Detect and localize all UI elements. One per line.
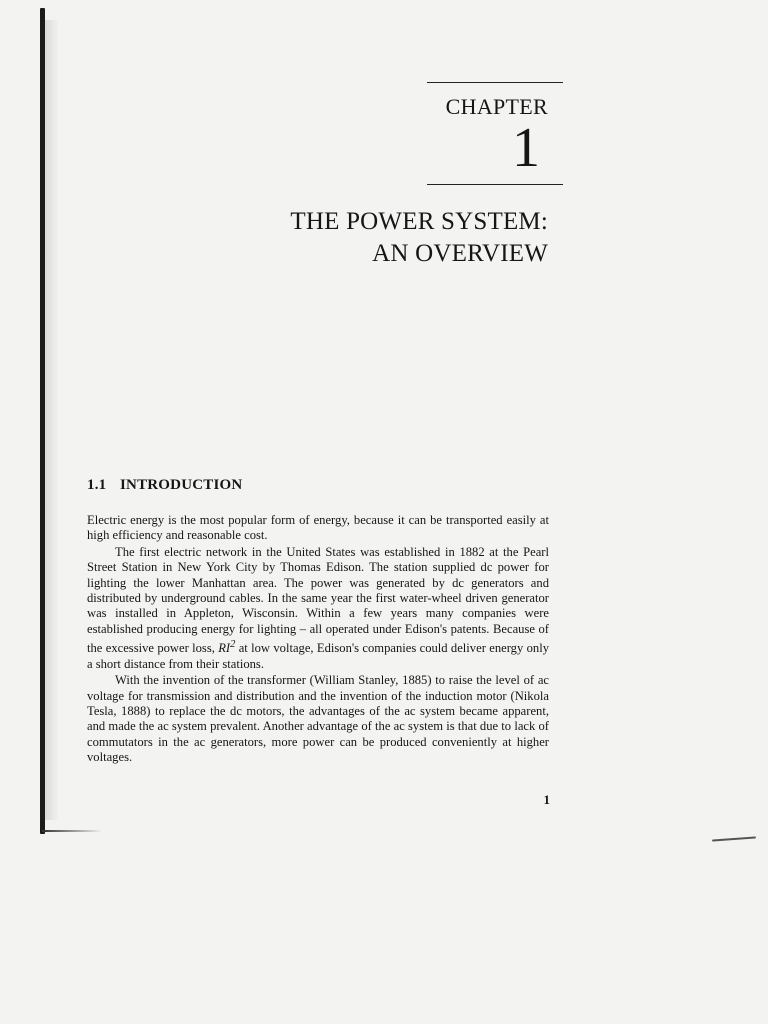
section-heading: [87, 477, 242, 494]
chapter-title: [128, 206, 548, 270]
binding-shadow: [45, 20, 59, 820]
chapter-rule-bottom: [427, 184, 563, 185]
chapter-label: CHAPTER: [445, 94, 548, 119]
scan-smudge-mark: [712, 836, 756, 841]
chapter-title-line-2: AN OVERVIEW: [372, 240, 548, 267]
section-title: INTRODUCTION: [120, 477, 243, 493]
paragraph-2: [87, 545, 549, 672]
power-loss-formula: [218, 641, 235, 655]
binding-foot-mark: [42, 830, 102, 832]
chapter-number: 1: [512, 117, 540, 179]
body-text: [87, 513, 549, 767]
section-number: 1.1: [87, 477, 107, 493]
page-binding-edge: [40, 8, 45, 834]
paragraph-3: With the invention of the transformer (William Stanley, 1885) to raise the level of ac voltage for transmission and distribution and the invention of the induction motor (Nikola Tesla, 1888) to replace the dc motors, the advantages of the ac system became apparent, and made the ac system prevalent. Another advantage of the ac system is that due to lack of commutators in the ac generators, more power can be produced conveniently at higher voltages.: [87, 673, 549, 765]
formula-base: RI: [218, 641, 231, 656]
chapter-rule-top: [427, 82, 563, 83]
paragraph-1: Electric energy is the most popular form of energy, because it can be transported easily at high efficiency and reasonable cost.: [87, 513, 549, 543]
formula-exponent: 2: [230, 639, 236, 651]
page-number: 1: [543, 792, 550, 807]
paragraph-2-text-before: The first electric network in the United States was established in 1882 at the Pearl Street Station in New York City by Thomas Edison. The station supplied dc power for lighting the lower Manhattan area. The power was generated by dc generators and distributed by underground cables. In the same year the first water-wheel driven generator was installed in Appleton, Wisconsin. Within a few years many companies were established producing energy for lighting – all operated under Edison's patents. Because of the excessive power loss,: [87, 544, 549, 656]
chapter-title-line-1: THE POWER SYSTEM:: [290, 208, 548, 235]
paragraph-2-text-after: at low voltage, Edison's companies could deliver energy only a short distance from their stations.: [87, 641, 549, 671]
